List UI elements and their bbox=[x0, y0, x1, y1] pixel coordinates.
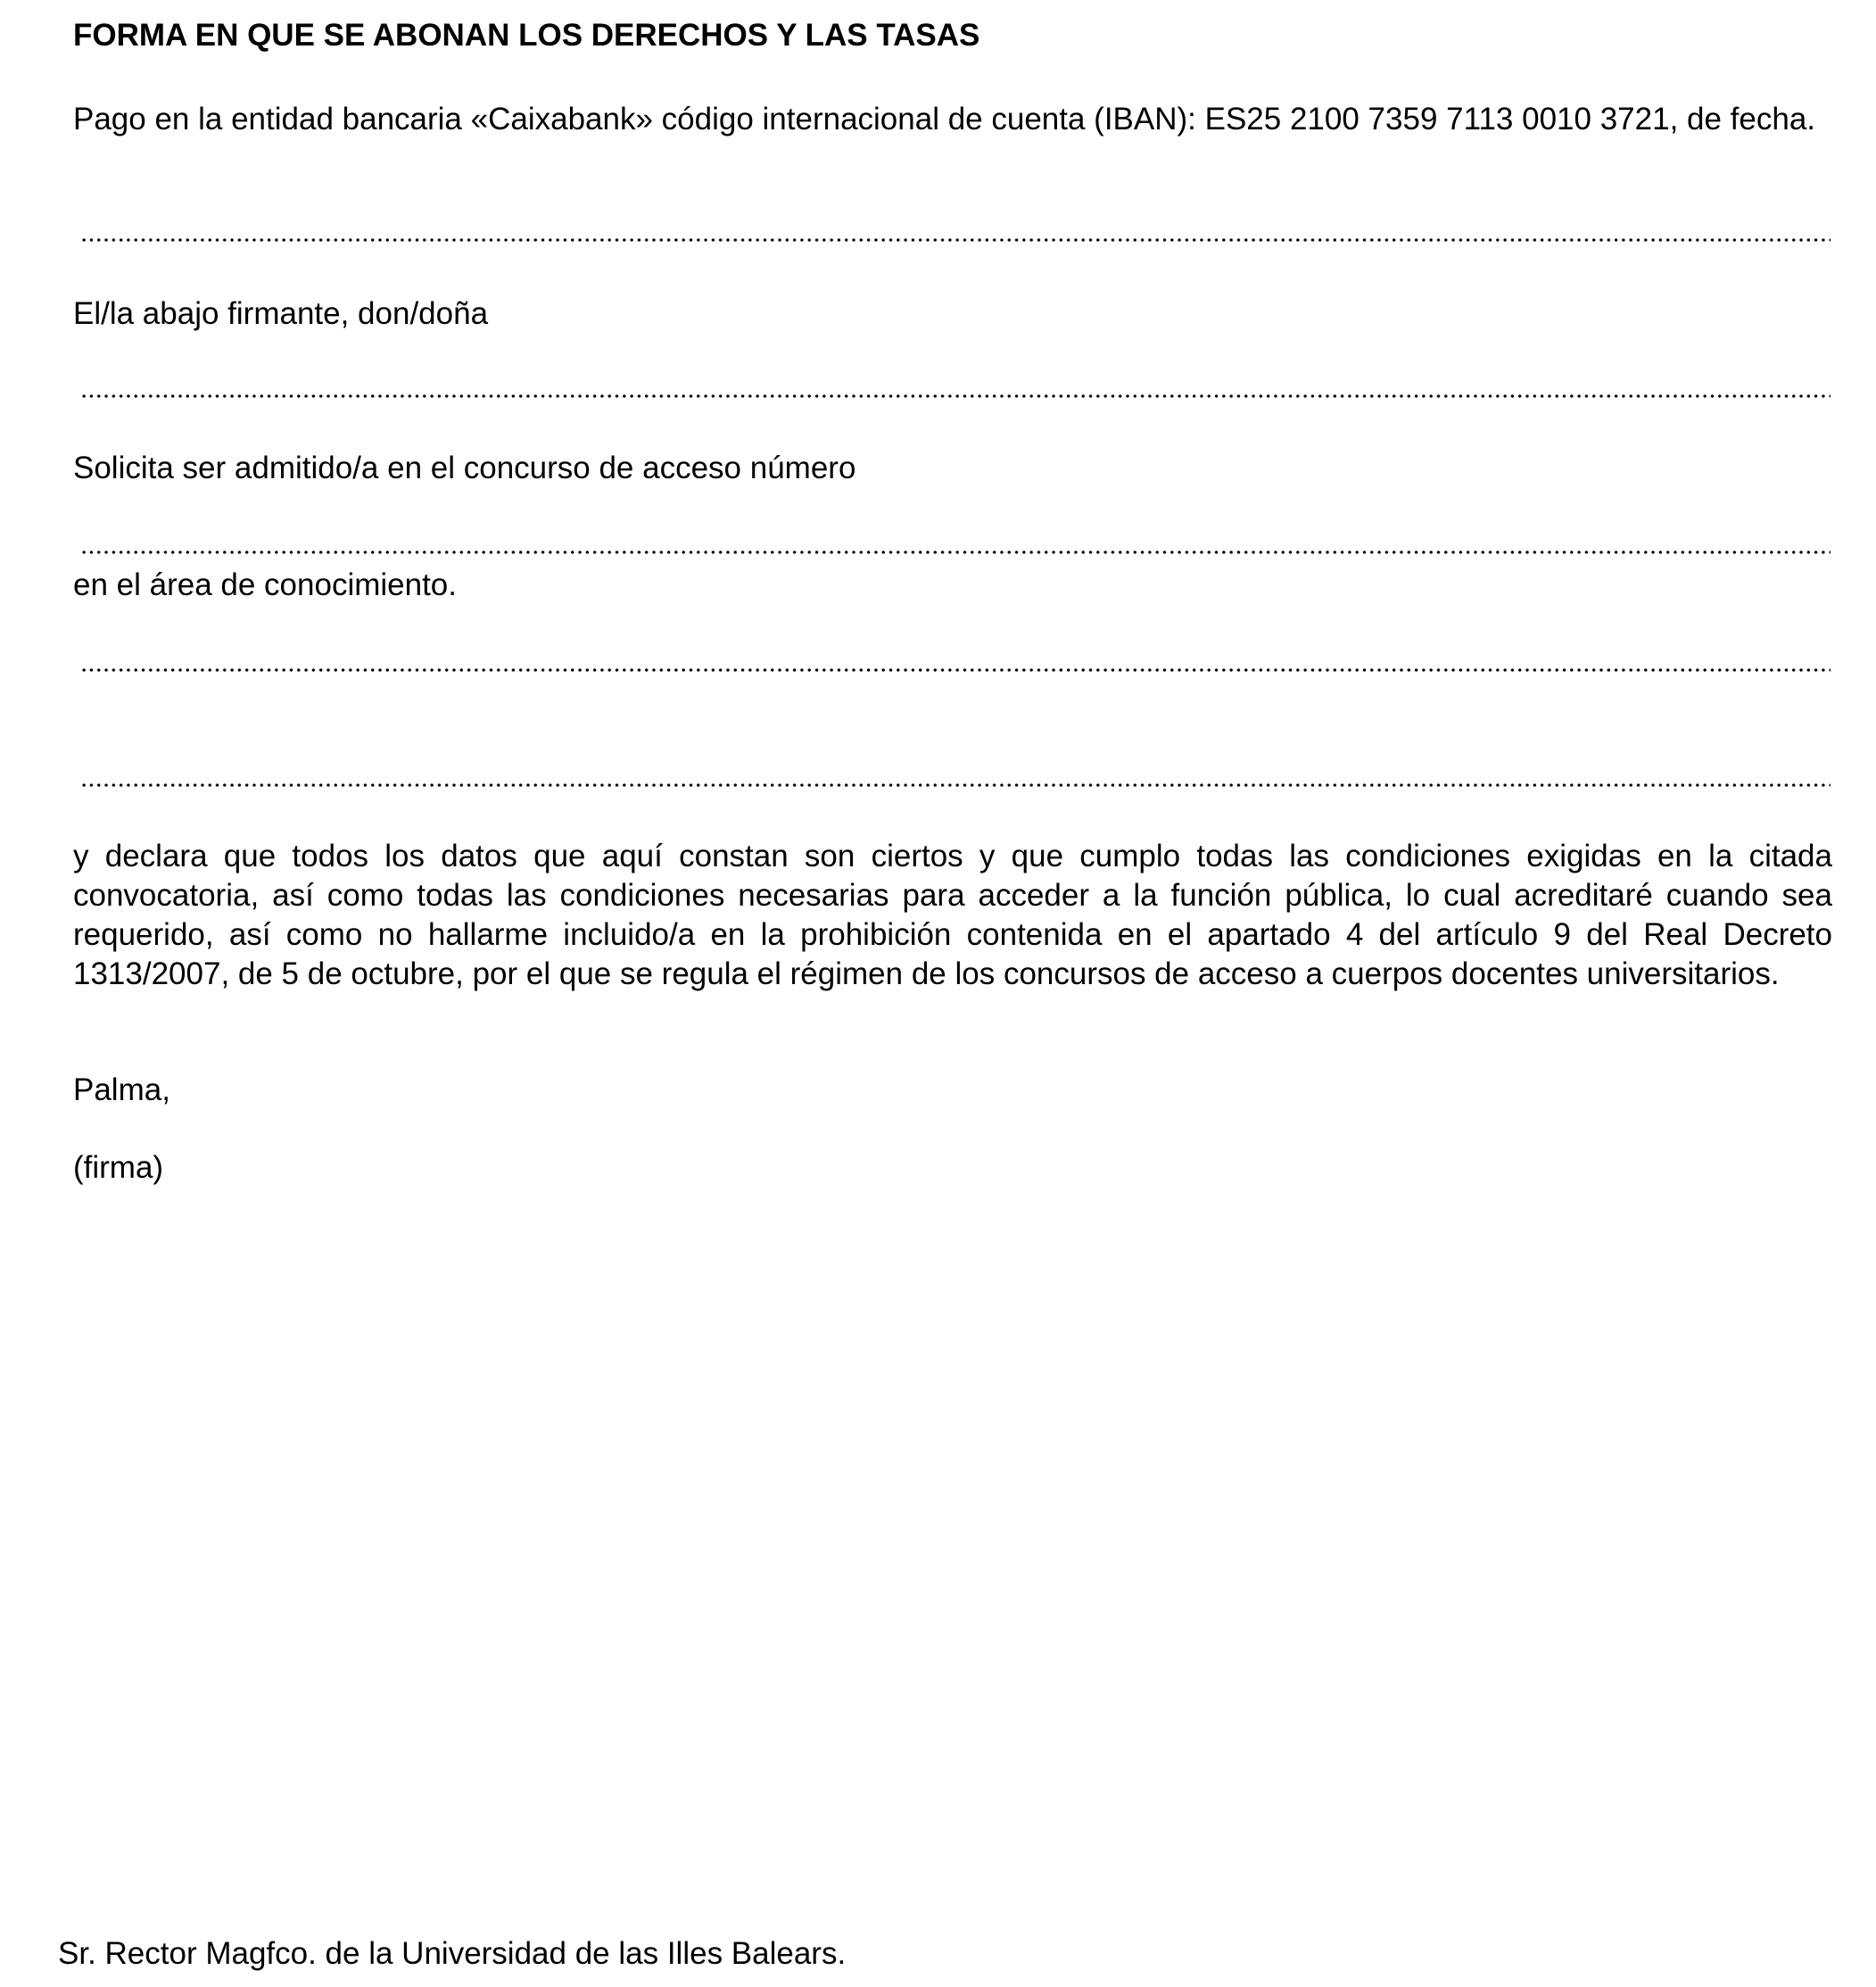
signature-label: (firma) bbox=[73, 1150, 164, 1185]
request-label: Solicita ser admitido/a en el concurso de acceso número bbox=[73, 451, 856, 485]
payment-iban-text: Pago en la entidad bancaria «Caixabank» código internacional de cuenta (IBAN): ES25 2100 7359 7113 0010 3721, de fecha. bbox=[73, 102, 1816, 137]
area-label: en el área de conocimiento. bbox=[73, 567, 457, 602]
form-title: FORMA EN QUE SE ABONAN LOS DERECHOS Y LAS TASAS bbox=[73, 18, 980, 53]
declaration-text: y declara que todos los datos que aquí constan son ciertos y que cumplo todas las condiciones exigidas en la citada convocatoria, así como todas las condiciones necesarias para acceder a la función pública, lo cual acreditaré cuando sea requerido, así como no hallarme incluido/a en la prohibición contenida en el apartado 4 del artículo 9 del Real Decreto 1313/2007, de 5 de octubre, por el que se regula el régimen de los concursos de acceso a cuerpos docentes universitarios. bbox=[73, 839, 1832, 991]
fill-line-signatory-name[interactable] bbox=[80, 393, 1831, 399]
place-label: Palma, bbox=[73, 1072, 170, 1107]
addressee-footer: Sr. Rector Magfco. de la Universidad de las Illes Balears. bbox=[58, 1936, 847, 1971]
fill-line-date[interactable] bbox=[80, 237, 1831, 243]
fill-line-contest-number[interactable] bbox=[80, 550, 1831, 555]
signatory-label: El/la abajo firmante, don/doña bbox=[73, 296, 489, 331]
fill-line-area-extra[interactable] bbox=[80, 782, 1831, 788]
fill-line-area[interactable] bbox=[80, 667, 1831, 673]
